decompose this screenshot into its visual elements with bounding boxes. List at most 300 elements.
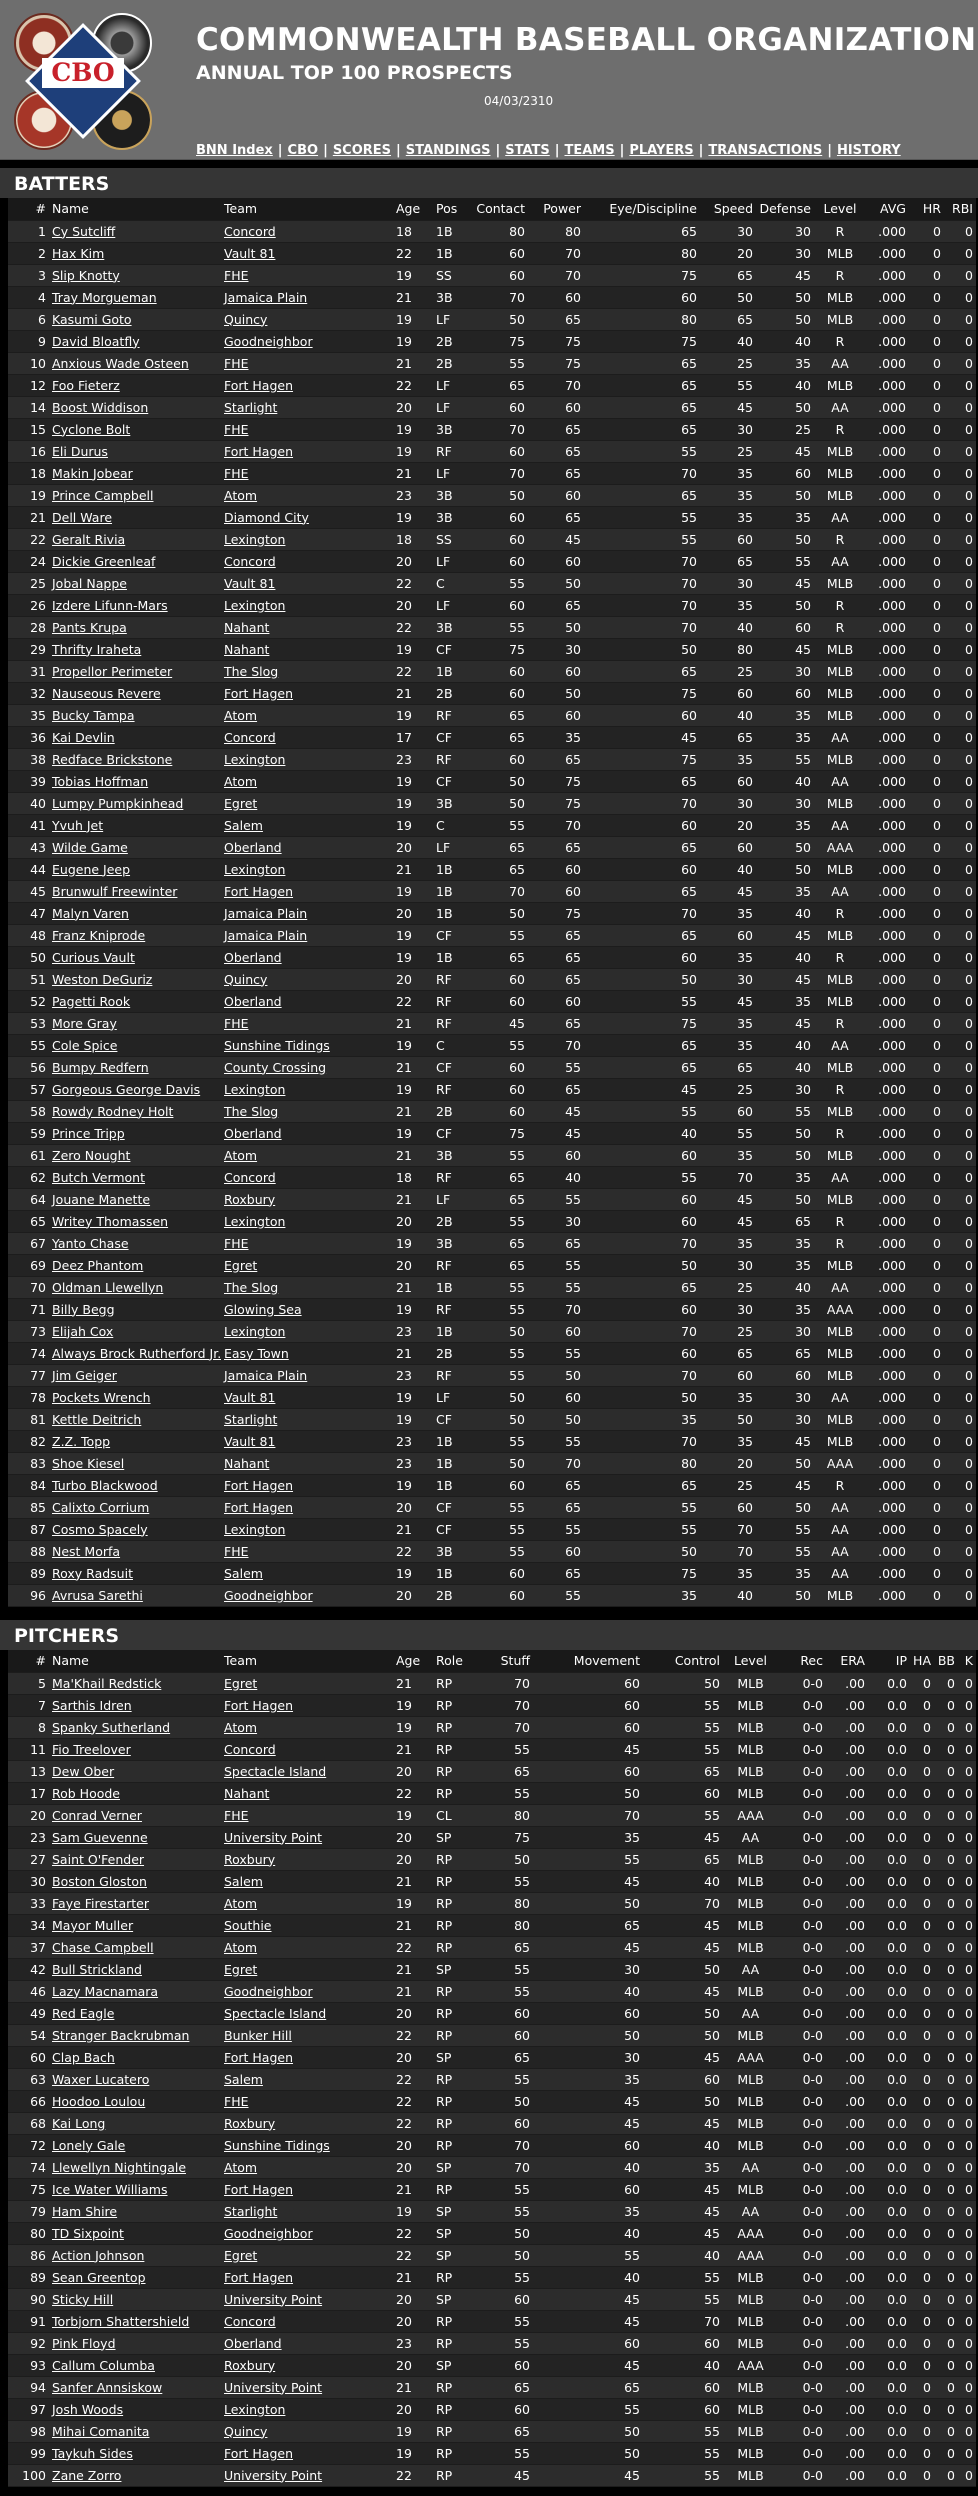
player-link[interactable]: Pants Krupa (52, 619, 127, 635)
team-link[interactable]: Jamaica Plain (224, 927, 308, 943)
cell-team (221, 2090, 393, 2112)
player-link[interactable]: Eugene Jeep (52, 861, 131, 877)
team-link[interactable]: Lexington (224, 2401, 286, 2417)
team-link[interactable]: Goodneighbor (224, 2225, 313, 2241)
player-link[interactable]: Pockets Wrench (52, 1389, 151, 1405)
team-link[interactable]: Starlight (224, 1411, 278, 1427)
player-link[interactable]: Callum Columba (52, 2357, 155, 2373)
player-link[interactable]: Sarthis Idren (52, 1697, 132, 1713)
player-link[interactable]: Jim Geiger (52, 1367, 117, 1383)
nav-link-scores[interactable]: SCORES (332, 143, 392, 158)
player-link[interactable]: Tobias Hoffman (52, 773, 149, 789)
team-link[interactable]: FHE (224, 465, 249, 481)
cell-rec: 0-0 (778, 1672, 826, 1694)
player-link[interactable]: Weston DeGuriz (52, 971, 153, 987)
player-link[interactable]: Sanfer Annsiskow (52, 2379, 163, 2395)
nav-link-standings[interactable]: STANDINGS (405, 143, 491, 158)
column-header[interactable]: Level (723, 1650, 778, 1672)
team-link[interactable]: Concord (224, 1169, 276, 1185)
player-link[interactable]: Franz Kniprode (52, 927, 146, 943)
player-link[interactable]: Oldman Llewellyn (52, 1279, 164, 1295)
team-link[interactable]: Lexington (224, 1081, 286, 1097)
team-link[interactable]: FHE (224, 1543, 249, 1559)
player-link[interactable]: Writey Thomassen (52, 1213, 169, 1229)
player-link[interactable]: Tray Morgueman (52, 289, 157, 305)
team-link[interactable]: Fort Hagen (224, 685, 294, 701)
team-link[interactable]: Southie (224, 1917, 272, 1933)
team-link[interactable]: University Point (224, 2291, 323, 2307)
team-link[interactable]: The Slog (224, 1279, 279, 1295)
cell-defense: 25 (756, 418, 814, 440)
player-link[interactable]: Josh Woods (52, 2401, 124, 2417)
team-link[interactable]: FHE (224, 2093, 249, 2109)
player-link[interactable]: Torbjorn Shattershield (52, 2313, 190, 2329)
team-link[interactable]: Nahant (224, 1785, 270, 1801)
team-link[interactable]: Spectacle Island (224, 2005, 327, 2021)
cell-role: SP (433, 2354, 473, 2376)
cell-role: RP (433, 2420, 473, 2442)
player-link[interactable]: Kai Long (52, 2115, 106, 2131)
player-link[interactable]: Z.Z. Topp (52, 1433, 111, 1449)
player-link[interactable]: Turbo Blackwood (52, 1477, 158, 1493)
column-header[interactable]: K (958, 1650, 976, 1672)
cell-team (221, 704, 393, 726)
nav-link-history[interactable]: HISTORY (836, 143, 901, 158)
player-link[interactable]: Jobal Nappe (52, 575, 127, 591)
column-header[interactable]: Name (49, 1650, 221, 1672)
team-link[interactable]: Atom (224, 773, 258, 789)
player-link[interactable]: Elijah Cox (52, 1323, 114, 1339)
player-link[interactable]: Ma'Khail Redstick (52, 1675, 162, 1691)
team-link[interactable]: Quincy (224, 971, 268, 987)
player-link[interactable]: Wilde Game (52, 839, 128, 855)
team-link[interactable]: University Point (224, 2379, 323, 2395)
player-link[interactable]: Bull Strickland (52, 1961, 142, 1977)
cell-avg: .000 (866, 1386, 909, 1408)
team-link[interactable]: Salem (224, 1873, 263, 1889)
player-link[interactable]: Jouane Manette (52, 1191, 151, 1207)
team-link[interactable]: Quincy (224, 2423, 268, 2439)
cell-hr: 0 (909, 1144, 944, 1166)
cell-rbi: 0 (944, 1584, 976, 1606)
team-link[interactable]: Atom (224, 487, 258, 503)
cell-age: 19 (393, 1474, 433, 1496)
nav-link-bnn-index[interactable]: BNN Index (196, 143, 273, 158)
column-header[interactable]: Eye/Discipline (584, 198, 700, 220)
player-link[interactable]: Geralt Rivia (52, 531, 126, 547)
cell-control: 60 (643, 2068, 723, 2090)
player-link[interactable]: Zane Zorro (52, 2467, 122, 2483)
player-link[interactable]: Boston Gloston (52, 1873, 147, 1889)
cell-control: 55 (643, 2464, 723, 2486)
column-header[interactable]: BB (934, 1650, 958, 1672)
player-link[interactable]: Thrifty Iraheta (52, 641, 142, 657)
player-link[interactable]: Taykuh Sides (52, 2445, 133, 2461)
cell-ip: 0.0 (868, 2024, 910, 2046)
column-header[interactable]: Stuff (473, 1650, 533, 1672)
cell-rbi: 0 (944, 616, 976, 638)
team-link[interactable]: Atom (224, 707, 258, 723)
column-header[interactable]: Team (221, 198, 393, 220)
team-link[interactable]: Salem (224, 1565, 263, 1581)
player-link[interactable]: Clap Bach (52, 2049, 115, 2065)
team-link[interactable]: FHE (224, 1235, 249, 1251)
cell-control: 55 (643, 1694, 723, 1716)
team-link[interactable]: Sunshine Tidings (224, 1037, 330, 1053)
player-link[interactable]: Dell Ware (52, 509, 113, 525)
team-link[interactable]: Concord (224, 2313, 276, 2329)
player-link[interactable]: Bumpy Redfern (52, 1059, 149, 1075)
player-link[interactable]: Foo Fieterz (52, 377, 120, 393)
player-link[interactable]: Anxious Wade Osteen (52, 355, 189, 371)
team-link[interactable]: Fort Hagen (224, 1499, 294, 1515)
batter-row (8, 638, 976, 660)
cell-defense: 50 (756, 308, 814, 330)
player-link[interactable]: Kai Devlin (52, 729, 115, 745)
cell-hr: 0 (909, 594, 944, 616)
player-link[interactable]: Izdere Lifunn-Mars (52, 597, 168, 613)
team-link[interactable]: Concord (224, 729, 276, 745)
cell-speed: 60 (700, 528, 756, 550)
player-link[interactable]: Pink Floyd (52, 2335, 116, 2351)
column-header[interactable]: Age (393, 198, 433, 220)
team-link[interactable]: Sunshine Tidings (224, 2137, 330, 2153)
team-link[interactable]: FHE (224, 1015, 249, 1031)
cell-avg: .000 (866, 264, 909, 286)
column-header[interactable]: Role (433, 1650, 473, 1672)
player-link[interactable]: Boost Widdison (52, 399, 149, 415)
team-link[interactable]: Lexington (224, 1323, 286, 1339)
player-link[interactable]: Curious Vault (52, 949, 135, 965)
team-link[interactable]: Oberland (224, 839, 282, 855)
team-link[interactable]: Atom (224, 1895, 258, 1911)
cell-avg: .000 (866, 924, 909, 946)
team-link[interactable]: Vault 81 (224, 1389, 276, 1405)
player-link[interactable]: Ham Shire (52, 2203, 118, 2219)
cell-: 86 (8, 2244, 49, 2266)
player-link[interactable]: Sean Greentop (52, 2269, 146, 2285)
cell-age: 20 (393, 1848, 433, 1870)
player-link[interactable]: Action Johnson (52, 2247, 145, 2263)
cell-rbi: 0 (944, 418, 976, 440)
team-link[interactable]: Oberland (224, 2335, 282, 2351)
team-link[interactable]: Atom (224, 1147, 258, 1163)
team-link[interactable]: Goodneighbor (224, 333, 313, 349)
player-link[interactable]: Nauseous Revere (52, 685, 161, 701)
player-link[interactable]: Prince Tripp (52, 1125, 125, 1141)
player-link[interactable]: Cosmo Spacely (52, 1521, 148, 1537)
player-link[interactable]: Avrusa Sarethi (52, 1587, 143, 1603)
team-link[interactable]: Atom (224, 1939, 258, 1955)
team-link[interactable]: Lexington (224, 1521, 286, 1537)
cell-bb: 0 (934, 1716, 958, 1738)
column-header[interactable]: Movement (533, 1650, 643, 1672)
team-link[interactable]: Egret (224, 1675, 258, 1691)
player-link[interactable]: Saint O'Fender (52, 1851, 145, 1867)
team-link[interactable]: Salem (224, 2071, 263, 2087)
cell-eye-discipline: 50 (584, 1386, 700, 1408)
cell-hr: 0 (909, 858, 944, 880)
player-link[interactable]: Slip Knotty (52, 267, 120, 283)
cell-power: 65 (528, 462, 584, 484)
team-link[interactable]: Goodneighbor (224, 1983, 313, 1999)
team-link[interactable]: Fort Hagen (224, 2269, 294, 2285)
player-link[interactable]: Waxer Lucatero (52, 2071, 150, 2087)
cell-avg: .000 (866, 1276, 909, 1298)
cell-team (221, 1408, 393, 1430)
team-link[interactable]: Roxbury (224, 2115, 276, 2131)
cell-name (49, 1782, 221, 1804)
player-link[interactable]: Dew Ober (52, 1763, 115, 1779)
cell-age: 20 (393, 2354, 433, 2376)
team-link[interactable]: Concord (224, 223, 276, 239)
team-link[interactable]: Egret (224, 795, 258, 811)
player-link[interactable]: Pagetti Rook (52, 993, 131, 1009)
nav-link-teams[interactable]: TEAMS (564, 143, 615, 158)
player-link[interactable]: Lumpy Pumpkinhead (52, 795, 184, 811)
team-link[interactable]: Oberland (224, 949, 282, 965)
cell-bb: 0 (934, 1738, 958, 1760)
team-link[interactable]: Oberland (224, 1125, 282, 1141)
player-link[interactable]: More Gray (52, 1015, 117, 1031)
cell-role: RP (433, 2398, 473, 2420)
cell-team (221, 1474, 393, 1496)
player-link[interactable]: Calixto Corrium (52, 1499, 150, 1515)
player-link[interactable]: Fio Treelover (52, 1741, 131, 1757)
player-link[interactable]: Spanky Sutherland (52, 1719, 171, 1735)
team-link[interactable]: Glowing Sea (224, 1301, 302, 1317)
team-link[interactable]: FHE (224, 1807, 249, 1823)
player-link[interactable]: Brunwulf Freewinter (52, 883, 178, 899)
team-link[interactable]: Lexington (224, 751, 286, 767)
player-link[interactable]: Lonely Gale (52, 2137, 126, 2153)
player-link[interactable]: Rob Hoode (52, 1785, 120, 1801)
cell-contact: 60 (473, 1562, 528, 1584)
team-link[interactable]: Nahant (224, 641, 270, 657)
column-header[interactable]: Pos (433, 198, 473, 220)
player-link[interactable]: Hoodoo Loulou (52, 2093, 146, 2109)
cell-ip: 0.0 (868, 2398, 910, 2420)
cell-control: 40 (643, 2244, 723, 2266)
player-link[interactable]: Hax Kim (52, 245, 105, 261)
team-link[interactable]: Starlight (224, 399, 278, 415)
team-link[interactable]: Fort Hagen (224, 443, 294, 459)
team-link[interactable]: Lexington (224, 861, 286, 877)
nav-link-cbo[interactable]: CBO (287, 143, 319, 158)
column-header[interactable]: # (8, 198, 49, 220)
cell-name (49, 594, 221, 616)
team-link[interactable]: Easy Town (224, 1345, 289, 1361)
player-link[interactable]: Stranger Backrubman (52, 2027, 190, 2043)
team-link[interactable]: Jamaica Plain (224, 905, 308, 921)
team-link[interactable]: Lexington (224, 597, 286, 613)
team-link[interactable]: Fort Hagen (224, 2049, 294, 2065)
team-link[interactable]: Egret (224, 1257, 258, 1273)
team-link[interactable]: Lexington (224, 531, 286, 547)
nav-link-stats[interactable]: STATS (505, 143, 550, 158)
player-link[interactable]: Conrad Verner (52, 1807, 142, 1823)
player-link[interactable]: Dickie Greenleaf (52, 553, 156, 569)
team-link[interactable]: Egret (224, 2247, 258, 2263)
player-link[interactable]: Redface Brickstone (52, 751, 173, 767)
team-link[interactable]: County Crossing (224, 1059, 327, 1075)
team-link[interactable]: The Slog (224, 1103, 279, 1119)
team-link[interactable]: Lexington (224, 1213, 286, 1229)
team-link[interactable]: Concord (224, 1741, 276, 1757)
team-link[interactable]: Bunker Hill (224, 2027, 292, 2043)
cell-name (49, 1232, 221, 1254)
cell-ha: 0 (910, 2068, 934, 2090)
player-link[interactable]: Mihai Comanita (52, 2423, 150, 2439)
team-link[interactable]: Goodneighbor (224, 1587, 313, 1603)
team-link[interactable]: Roxbury (224, 1191, 276, 1207)
team-link[interactable]: Fort Hagen (224, 2181, 294, 2197)
cell-team (221, 2332, 393, 2354)
nav-link-transactions[interactable]: TRANSACTIONS (708, 143, 823, 158)
player-link[interactable]: Bucky Tampa (52, 707, 135, 723)
cell-movement: 30 (533, 1958, 643, 1980)
team-link[interactable]: Vault 81 (224, 245, 276, 261)
player-link[interactable]: Lazy Macnamara (52, 1983, 159, 1999)
team-link[interactable]: Egret (224, 1961, 258, 1977)
team-link[interactable]: Fort Hagen (224, 883, 294, 899)
team-link[interactable]: Concord (224, 553, 276, 569)
team-link[interactable]: FHE (224, 421, 249, 437)
column-header[interactable]: Team (221, 1650, 393, 1672)
player-link[interactable]: Nest Morfa (52, 1543, 121, 1559)
player-link[interactable]: Gorgeous George Davis (52, 1081, 201, 1097)
player-link[interactable]: Sam Guevenne (52, 1829, 148, 1845)
column-header[interactable]: HA (910, 1650, 934, 1672)
player-link[interactable]: Mayor Muller (52, 1917, 134, 1933)
batter-row (8, 594, 976, 616)
column-header[interactable]: Contact (473, 198, 528, 220)
team-link[interactable]: Salem (224, 817, 263, 833)
column-header[interactable]: Name (49, 198, 221, 220)
player-link[interactable]: Billy Begg (52, 1301, 115, 1317)
team-link[interactable]: FHE (224, 355, 249, 371)
cell-movement: 55 (533, 1848, 643, 1870)
team-link[interactable]: Jamaica Plain (224, 1367, 308, 1383)
player-link[interactable]: Malyn Varen (52, 905, 129, 921)
team-link[interactable]: The Slog (224, 663, 279, 679)
player-link[interactable]: Roxy Radsuit (52, 1565, 133, 1581)
cell-name (49, 1188, 221, 1210)
player-link[interactable]: Eli Durus (52, 443, 108, 459)
column-header[interactable]: Power (528, 198, 584, 220)
cell-role: RP (433, 2134, 473, 2156)
column-header[interactable]: Control (643, 1650, 723, 1672)
column-header[interactable]: Rec (778, 1650, 826, 1672)
player-link[interactable]: Propellor Perimeter (52, 663, 173, 679)
player-link[interactable]: David Bloatfly (52, 333, 140, 349)
cell-level: MLB (814, 748, 866, 770)
player-link[interactable]: Makin Jobear (52, 465, 133, 481)
player-link[interactable]: Always Brock Rutherford Jr. (52, 1345, 221, 1361)
team-link[interactable]: Vault 81 (224, 1433, 276, 1449)
player-link[interactable]: Yvuh Jet (52, 817, 104, 833)
player-link[interactable]: Deez Phantom (52, 1257, 144, 1273)
player-link[interactable]: Zero Nought (52, 1147, 131, 1163)
cell-avg: .000 (866, 858, 909, 880)
team-link[interactable]: Spectacle Island (224, 1763, 327, 1779)
player-link[interactable]: TD Sixpoint (52, 2225, 124, 2241)
cell-team (221, 2046, 393, 2068)
pitcher-row (8, 1958, 976, 1980)
cell-level: AA (814, 770, 866, 792)
player-link[interactable]: Butch Vermont (52, 1169, 146, 1185)
team-link[interactable]: Oberland (224, 993, 282, 1009)
player-link[interactable]: Shoe Kiesel (52, 1455, 125, 1471)
team-link[interactable]: Nahant (224, 1455, 270, 1471)
player-link[interactable]: Cy Sutcliff (52, 223, 116, 239)
team-link[interactable]: Fort Hagen (224, 2445, 294, 2461)
cell-bb: 0 (934, 2200, 958, 2222)
player-link[interactable]: Faye Firestarter (52, 1895, 150, 1911)
team-link[interactable]: Jamaica Plain (224, 289, 308, 305)
team-link[interactable]: Starlight (224, 2203, 278, 2219)
cell-eye-discipline: 70 (584, 462, 700, 484)
cell-speed: 60 (700, 836, 756, 858)
column-header[interactable]: Speed (700, 198, 756, 220)
cell-role: RP (433, 1782, 473, 1804)
team-link[interactable]: Vault 81 (224, 575, 276, 591)
team-link[interactable]: Nahant (224, 619, 270, 635)
cell-team (221, 2266, 393, 2288)
column-header[interactable]: HR (909, 198, 944, 220)
column-header[interactable]: Defense (756, 198, 814, 220)
cell-: 50 (8, 946, 49, 968)
player-link[interactable]: Red Eagle (52, 2005, 115, 2021)
cell-team (221, 2112, 393, 2134)
column-header[interactable]: Age (393, 1650, 433, 1672)
player-link[interactable]: Cole Spice (52, 1037, 118, 1053)
team-link[interactable]: Atom (224, 2159, 258, 2175)
cell-: 3 (8, 264, 49, 286)
column-header[interactable]: AVG (866, 198, 909, 220)
player-link[interactable]: Cyclone Bolt (52, 421, 131, 437)
nav-link-players[interactable]: PLAYERS (629, 143, 694, 158)
player-link[interactable]: Rowdy Rodney Holt (52, 1103, 174, 1119)
column-header[interactable]: IP (868, 1650, 910, 1672)
column-header[interactable]: # (8, 1650, 49, 1672)
team-link[interactable]: FHE (224, 267, 249, 283)
team-link[interactable]: Atom (224, 1719, 258, 1735)
team-link[interactable]: Quincy (224, 311, 268, 327)
player-link[interactable]: Sticky Hill (52, 2291, 114, 2307)
team-link[interactable]: Fort Hagen (224, 377, 294, 393)
column-header[interactable]: Level (814, 198, 866, 220)
player-link[interactable]: Llewellyn Nightingale (52, 2159, 187, 2175)
team-link[interactable]: Diamond City (224, 509, 309, 525)
player-link[interactable]: Prince Campbell (52, 487, 154, 503)
player-link[interactable]: Kasumi Goto (52, 311, 132, 327)
cell-role: RP (433, 2376, 473, 2398)
pitchers-header-row (8, 1650, 976, 1672)
player-link[interactable]: Yanto Chase (52, 1235, 129, 1251)
team-link[interactable]: Roxbury (224, 2357, 276, 2373)
column-header[interactable]: ERA (826, 1650, 868, 1672)
team-link[interactable]: Fort Hagen (224, 1477, 294, 1493)
column-header[interactable]: RBI (944, 198, 976, 220)
team-link[interactable]: Roxbury (224, 1851, 276, 1867)
team-link[interactable]: University Point (224, 2467, 323, 2483)
player-link[interactable]: Kettle Deitrich (52, 1411, 142, 1427)
player-link[interactable]: Ice Water Williams (52, 2181, 168, 2197)
team-link[interactable]: Fort Hagen (224, 1697, 294, 1713)
team-link[interactable]: University Point (224, 1829, 323, 1845)
player-link[interactable]: Chase Campbell (52, 1939, 154, 1955)
